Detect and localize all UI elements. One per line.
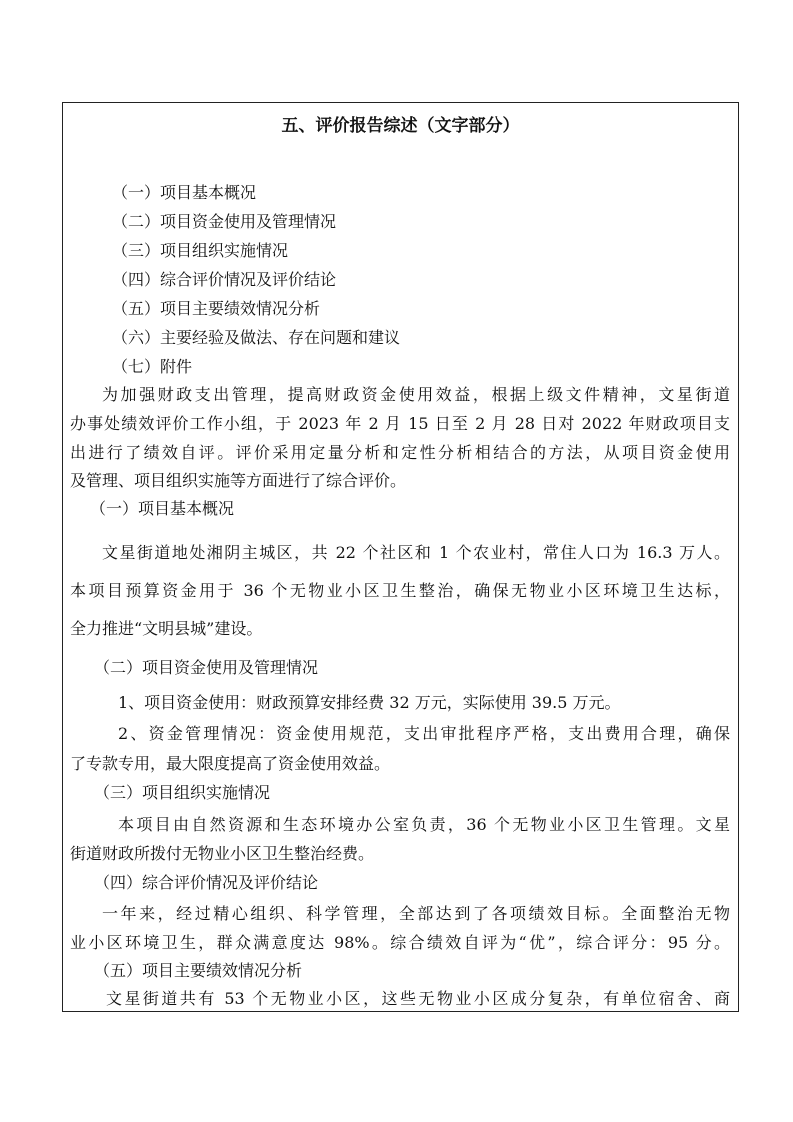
intro-line-1: 为加强财政支出管理，提高财政资金使用效益，根据上级文件精神，文星街道: [102, 385, 730, 404]
s3-line-2: 街道财政所拨付无物业小区卫生整治经费。: [70, 844, 375, 863]
toc-item-4: （四）综合评价情况及评价结论: [112, 270, 337, 289]
s1-heading: （一）项目基本概况: [90, 499, 235, 518]
toc-item-7: （七）附件: [112, 357, 193, 376]
s1-line-2: 本项目预算资金用于 36 个无物业小区卫生整治，确保无物业小区环境卫生达标，: [70, 581, 730, 600]
s2-line-3: 了专款专用，最大限度提高了资金使用效益。: [70, 754, 391, 773]
s2-heading: （二）项目资金使用及管理情况: [94, 658, 319, 677]
s1-line-3: 全力推进“文明县城”建设。: [70, 619, 263, 638]
intro-line-3: 出进行了绩效自评。评价采用定量分析和定性分析相结合的方法，从项目资金使用: [70, 443, 730, 462]
s3-line-1: 本项目由自然资源和生态环境办公室负责，36 个无物业小区卫生管理。文星: [118, 815, 730, 834]
s3-heading: （三）项目组织实施情况: [94, 783, 271, 802]
intro-line-2: 办事处绩效评价工作小组，于 2023 年 2 月 15 日至 2 月 28 日对 2022 年财政项目支: [70, 414, 730, 433]
s2-line-2: 2、资金管理情况：资金使用规范，支出审批程序严格，支出费用合理，确保: [118, 724, 730, 743]
s1-line-1: 文星街道地处湘阴主城区，共 22 个社区和 1 个农业村，常住人口为 16.3 万人。: [102, 543, 730, 562]
s4-heading: （四）综合评价情况及评价结论: [94, 873, 319, 892]
s4-line-1: 一年来，经过精心组织、科学管理，全部达到了各项绩效目标。全面整治无物: [102, 904, 730, 923]
toc-item-5: （五）项目主要绩效情况分析: [112, 299, 321, 318]
toc-item-6: （六）主要经验及做法、存在问题和建议: [112, 328, 401, 347]
toc-item-2: （二）项目资金使用及管理情况: [112, 212, 337, 231]
section-title: 五、评价报告综述（文字部分）: [281, 116, 520, 136]
s2-line-1: 1、项目资金使用：财政预算安排经费 32 万元，实际使用 39.5 万元。: [118, 693, 621, 712]
s5-heading: （五）项目主要绩效情况分析: [94, 961, 303, 980]
s4-line-2: 业小区环境卫生，群众满意度达 98%。综合绩效自评为“优”，综合评分：95 分。: [70, 933, 730, 952]
intro-line-4: 及管理、项目组织实施等方面进行了综合评价。: [70, 471, 407, 490]
toc-item-3: （三）项目组织实施情况: [112, 241, 289, 260]
toc-item-1: （一）项目基本概况: [112, 183, 257, 202]
s5-line-1: 文星街道共有 53 个无物业小区，这些无物业小区成分复杂，有单位宿舍、商: [106, 989, 730, 1008]
